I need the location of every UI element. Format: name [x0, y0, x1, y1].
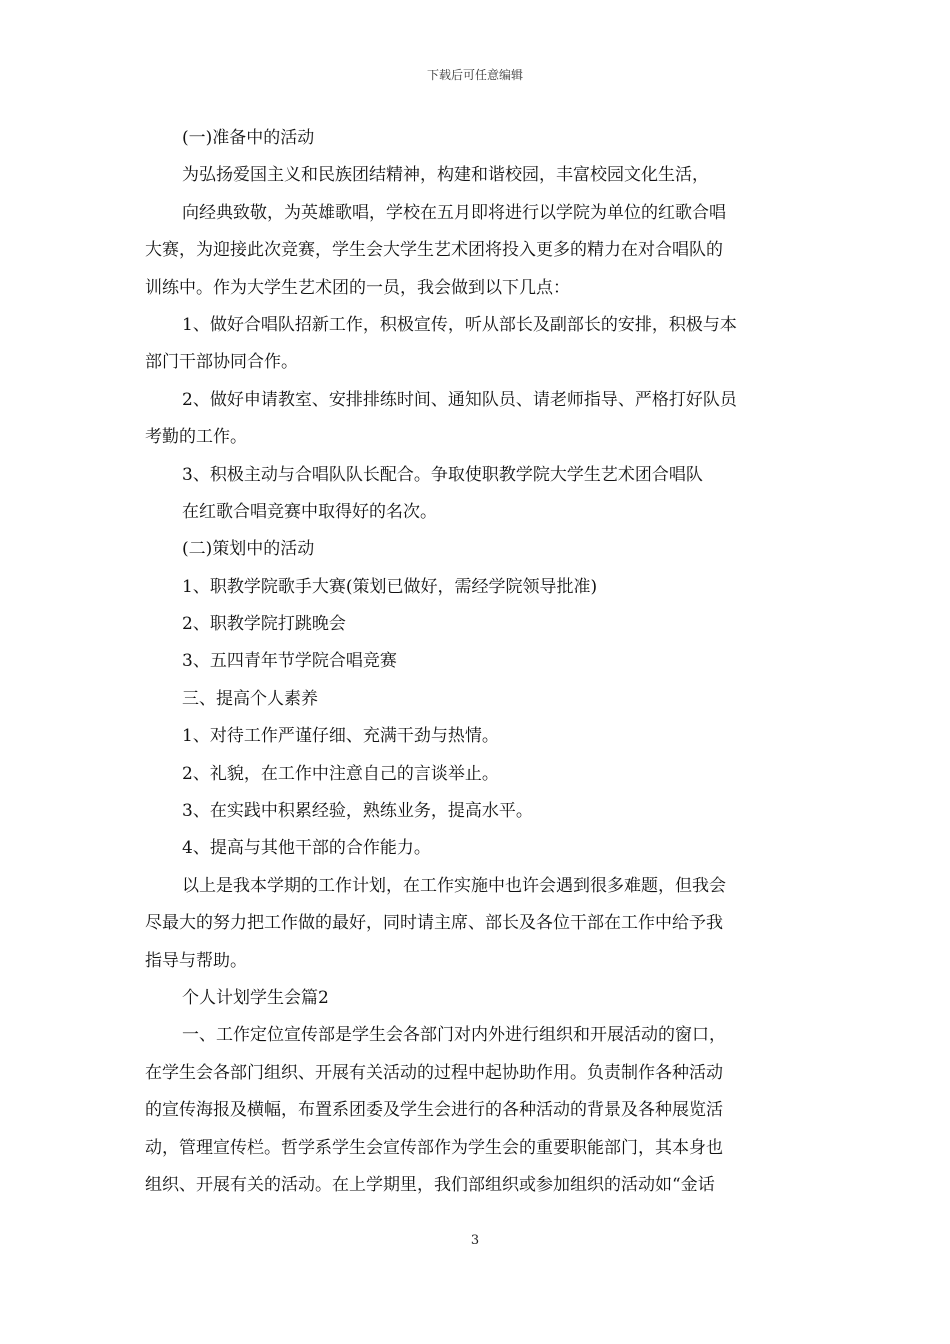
text-line: 2、礼貌，在工作中注意自己的言谈举止。	[182, 763, 499, 784]
text-line: 1、对待工作严谨仔细、充满干劲与热情。	[182, 726, 499, 747]
text-line: 动，管理宣传栏。哲学系学生会宣传部作为学生会的重要职能部门，其本身也	[145, 1137, 723, 1158]
text-line: 一、工作定位宣传部是学生会各部门对内外进行组织和开展活动的窗口，	[182, 1025, 726, 1046]
text-line: 三、提高个人素养	[182, 688, 318, 709]
text-line: 组织、开展有关的活动。在上学期里，我们部组织或参加组织的活动如“金话	[145, 1174, 715, 1195]
text-line: 4、提高与其他干部的合作能力。	[182, 838, 431, 859]
page-number: 3	[470, 1233, 480, 1248]
text-line: 2、职教学院打跳晚会	[182, 614, 346, 635]
text-line: 训练中。作为大学生艺术团的一员，我会做到以下几点：	[145, 277, 570, 298]
text-line: 为弘扬爱国主义和民族团结精神，构建和谐校园，丰富校园文化生活，	[182, 165, 709, 186]
text-line: 指导与帮助。	[145, 950, 247, 971]
text-line: 3、在实践中积累经验，熟练业务，提高水平。	[182, 801, 533, 822]
text-line: 向经典致敬，为英雄歌唱，学校在五月即将进行以学院为单位的红歌合唱	[182, 202, 726, 223]
text-line: 的宣传海报及横幅，布置系团委及学生会进行的各种活动的背景及各种展览活	[145, 1100, 723, 1121]
page-header: 下载后可任意编辑	[426, 68, 523, 82]
text-line: 3、五四青年节学院合唱竞赛	[182, 651, 397, 672]
text-line: 尽最大的努力把工作做的最好，同时请主席、部长及各位干部在工作中给予我	[145, 913, 723, 934]
text-line: 2、做好申请教室、安排排练时间、通知队员、请老师指导、严格打好队员	[182, 389, 737, 410]
text-line: 部门干部协同合作。	[145, 352, 298, 373]
text-line: 考勤的工作。	[145, 427, 247, 448]
text-line: 以上是我本学期的工作计划，在工作实施中也许会遇到很多难题，但我会	[182, 875, 726, 896]
text-line: 在红歌合唱竞赛中取得好的名次。	[182, 501, 437, 522]
text-line: 个人计划学生会篇2	[182, 987, 329, 1008]
text-line: 1、做好合唱队招新工作，积极宣传，听从部长及副部长的安排，积极与本	[182, 314, 737, 335]
document-body	[145, 120, 807, 1204]
text-line: (二)策划中的活动	[182, 539, 315, 560]
text-line: (一)准备中的活动	[182, 128, 315, 148]
text-line: 在学生会各部门组织、开展有关活动的过程中起协助作用。负责制作各种活动	[145, 1062, 723, 1083]
text-line: 大赛，为迎接此次竞赛，学生会大学生艺术团将投入更多的精力在对合唱队的	[145, 240, 723, 261]
text-line: 1、职教学院歌手大赛(策划已做好，需经学院领导批准)	[182, 576, 598, 597]
text-line: 3、积极主动与合唱队队长配合。争取使职教学院大学生艺术团合唱队	[182, 464, 703, 485]
